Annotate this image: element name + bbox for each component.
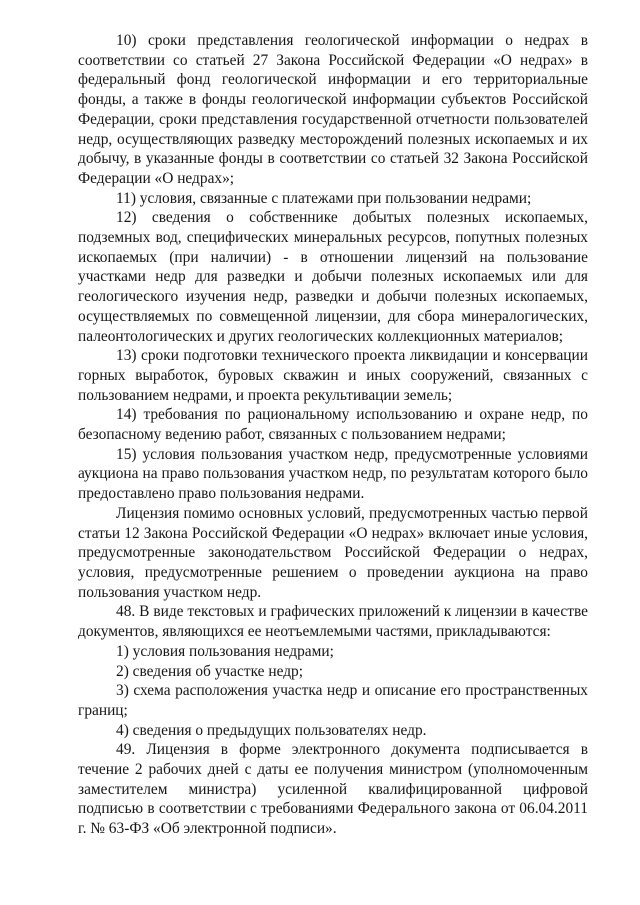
paragraph-appendix-4: 4) сведения о предыдущих пользователях недр.	[116, 721, 427, 739]
paragraph-item-12: 12) сведения о собственнике добытых полезных ископаемых, подземных вод, специфических минеральных ресурсов, попутных полезных ископаемых (при наличии) - в отношении лицензий на пользование участками недр для разведки и добычи полезных ископаемых или для геологического изучения недр, разведки и добычи полезных ископаемых, осуществляемых по совмещенной лицензии, для сбора минералогических, палеонтологических и других геологических коллекционных материалов;	[78, 209, 588, 345]
paragraph-appendix-2: 2) сведения об участке недр;	[116, 662, 304, 680]
document-page	[78, 31, 588, 839]
paragraph-appendix-3: 3) схема расположения участка недр и описание его пространственных границ;	[78, 682, 588, 719]
paragraph-item-14: 14) требования по рациональному использованию и охране недр, по безопасному ведению работ, связанных с пользованием недрами;	[78, 406, 588, 444]
paragraph-clause-48: 48. В виде текстовых и графических приложений к лицензии в качестве документов, являющихся ее неотъемлемыми частями, прикладываются:	[78, 603, 588, 641]
paragraph-item-11: 11) условия, связанные с платежами при пользовании недрами;	[116, 189, 532, 207]
paragraph-item-13: 13) сроки подготовки технического проекта ликвидации и консервации горных выработок, буровых скважин и иных сооружений, связанных с пользованием недрами, и проекта рекультивации земель;	[78, 347, 588, 404]
paragraph-license-extra-conditions: Лицензия помимо основных условий, предусмотренных частью первой статьи 12 Закона Российской Федерации «О недрах» включает иные условия, предусмотренные законодательством Российской Федерации о недрах, условия, предусмотренные решением о проведении аукциона на право пользования участком недр.	[78, 504, 588, 601]
paragraph-item-15: 15) условия пользования участком недр, предусмотренные условиями аукциона на право пользования участком недр, по результатам которого было предоставлено право пользования недрами.	[78, 445, 588, 503]
paragraph-clause-49: 49. Лицензия в форме электронного документа подписывается в течение 2 рабочих дней с даты ее получения министром (уполномоченным заместителем министра) усиленной квалифицированной цифровой подписью в соответствии с требованиями Федерального закона от 06.04.2011 г. № 63-ФЗ «Об электронной подписи».	[78, 741, 588, 838]
paragraph-item-10: 10) сроки представления геологической информации о недрах в соответствии со статьей 27 Закона Российской Федерации «О недрах» в федеральный фонд геологической информации и его территориальные фонды, а также в фонды геологической информации субъектов Российской Федерации, сроки представления государственной отчетности пользователей недр, осуществляющих разведку месторождений полезных ископаемых и их добычу, в указанные фонды в соответствии со статьей 32 Закона Российской Федерации «О недрах»;	[78, 32, 588, 187]
paragraph-appendix-1: 1) условия пользования недрами;	[116, 642, 334, 660]
